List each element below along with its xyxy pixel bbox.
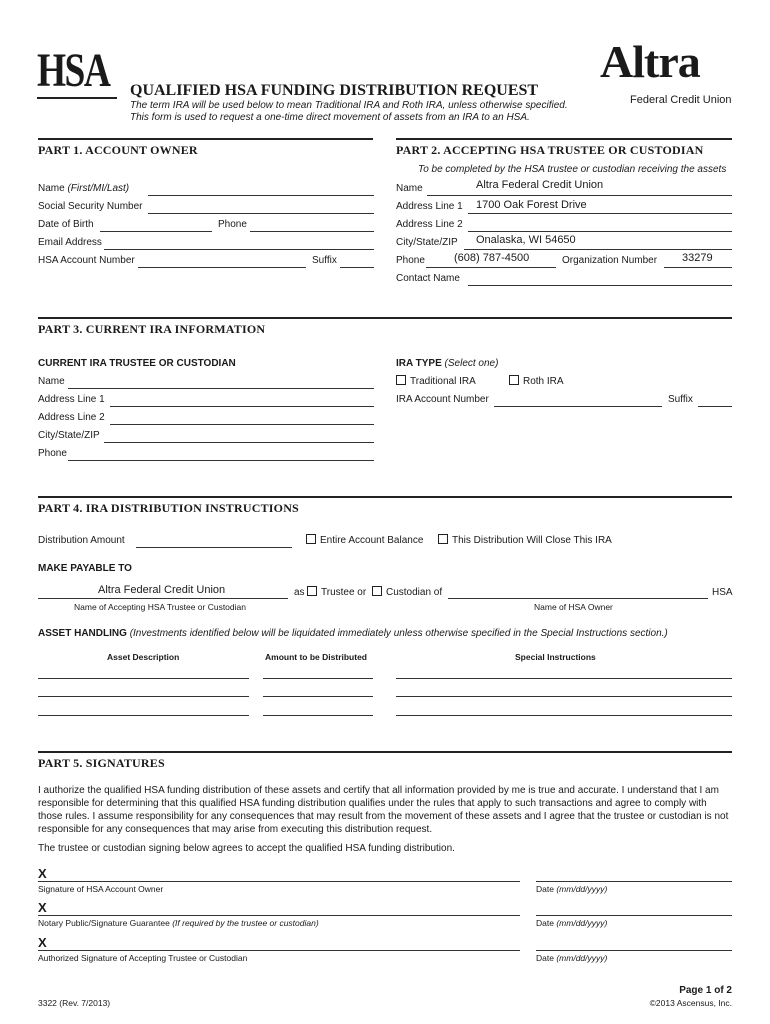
part2-note: To be completed by the HSA trustee or custodian receiving the assets bbox=[418, 164, 727, 175]
form-number: 3322 (Rev. 7/2013) bbox=[38, 998, 111, 1008]
current-custodian-heading: CURRENT IRA TRUSTEE OR CUSTODIAN bbox=[38, 358, 236, 369]
close-ira-checkbox[interactable] bbox=[438, 534, 448, 544]
altra-logo: Altra bbox=[600, 36, 700, 87]
accepting-name-value: Altra Federal Credit Union bbox=[476, 179, 604, 191]
page-number: Page 1 of 2 bbox=[679, 985, 732, 996]
hsa-acct-label: HSA Account Number bbox=[38, 255, 135, 266]
logo-rule bbox=[37, 97, 117, 99]
part3-rule bbox=[38, 317, 732, 319]
asset-amount-field-2[interactable] bbox=[263, 696, 373, 697]
accepting-addr2-field[interactable] bbox=[468, 231, 732, 232]
owner-phone-label: Phone bbox=[218, 219, 247, 230]
owner-date-field[interactable] bbox=[536, 881, 732, 882]
col-asset-description: Asset Description bbox=[107, 652, 180, 662]
col-amount-distributed: Amount to be Distributed bbox=[265, 652, 367, 662]
ssn-label: Social Security Number bbox=[38, 201, 143, 212]
accepting-sub-label: Name of Accepting HSA Trustee or Custodian bbox=[74, 602, 246, 612]
ira-phone-field[interactable] bbox=[68, 460, 374, 461]
dist-amount-field[interactable] bbox=[136, 547, 292, 548]
hsa-acct-field[interactable] bbox=[138, 267, 306, 268]
trustee-signature-field[interactable] bbox=[38, 950, 520, 951]
roth-ira-option[interactable]: Roth IRA bbox=[509, 375, 564, 387]
sig2-x-mark: X bbox=[38, 900, 47, 915]
hsa-suffix-field[interactable] bbox=[340, 267, 374, 268]
trustee-date-label: Date (mm/dd/yyyy) bbox=[536, 953, 608, 963]
col-special-instructions: Special Instructions bbox=[515, 652, 596, 662]
contact-name-label: Contact Name bbox=[396, 273, 460, 284]
part2-title: PART 2. ACCEPTING HSA TRUSTEE OR CUSTODIAN bbox=[396, 143, 704, 157]
copyright: ©2013 Ascensus, Inc. bbox=[649, 998, 732, 1008]
altra-logo-sub: Federal Credit Union bbox=[630, 94, 732, 106]
owner-sub-label: Name of HSA Owner bbox=[534, 602, 613, 612]
email-label: Email Address bbox=[38, 237, 102, 248]
part2-rule bbox=[396, 138, 732, 140]
trustee-option[interactable]: Trustee or bbox=[307, 586, 366, 598]
accepting-city-field[interactable] bbox=[464, 249, 732, 250]
owner-name-field[interactable] bbox=[148, 195, 374, 196]
traditional-ira-checkbox[interactable] bbox=[396, 375, 406, 385]
owner-phone-field[interactable] bbox=[250, 231, 374, 232]
payable-heading: MAKE PAYABLE TO bbox=[38, 563, 132, 574]
as-label: as bbox=[294, 587, 305, 598]
ira-addr1-field[interactable] bbox=[110, 406, 374, 407]
ssn-field[interactable] bbox=[148, 213, 374, 214]
hsa-suffix-label: Suffix bbox=[312, 255, 337, 266]
accepting-city-value: Onalaska, WI 54650 bbox=[476, 234, 576, 246]
entire-balance-checkbox[interactable] bbox=[306, 534, 316, 544]
part1-title: PART 1. ACCOUNT OWNER bbox=[38, 143, 198, 157]
ira-acct-label: IRA Account Number bbox=[396, 394, 489, 405]
asset-desc-field-2[interactable] bbox=[38, 696, 249, 697]
part3-title: PART 3. CURRENT IRA INFORMATION bbox=[38, 322, 266, 336]
part1-rule bbox=[38, 138, 373, 140]
accepting-addr1-field[interactable] bbox=[468, 213, 732, 214]
asset-special-field-2[interactable] bbox=[396, 696, 732, 697]
acceptance-paragraph: The trustee or custodian signing below agrees to accept the qualified HSA funding distribution. bbox=[38, 843, 455, 854]
asset-amount-field-1[interactable] bbox=[263, 678, 373, 679]
ira-name-label: Name bbox=[38, 376, 65, 387]
payable-name-value: Altra Federal Credit Union bbox=[98, 584, 226, 596]
ira-suffix-field[interactable] bbox=[698, 406, 732, 407]
trustee-date-field[interactable] bbox=[536, 950, 732, 951]
email-field[interactable] bbox=[104, 249, 374, 250]
ira-city-field[interactable] bbox=[104, 442, 374, 443]
accepting-name-field[interactable] bbox=[427, 195, 732, 196]
part5-rule bbox=[38, 751, 732, 753]
notary-date-label: Date (mm/dd/yyyy) bbox=[536, 918, 608, 928]
traditional-ira-option[interactable]: Traditional IRA bbox=[396, 375, 476, 387]
form-subtitle-2: This form is used to request a one-time direct movement of assets from an IRA to an HSA. bbox=[130, 112, 530, 123]
accepting-name-label: Name bbox=[396, 183, 423, 194]
org-number-value: 33279 bbox=[682, 252, 713, 264]
close-ira-option[interactable]: This Distribution Will Close This IRA bbox=[438, 534, 612, 546]
accepting-addr1-value: 1700 Oak Forest Drive bbox=[476, 199, 587, 211]
asset-desc-field-3[interactable] bbox=[38, 715, 249, 716]
dob-label: Date of Birth bbox=[38, 219, 94, 230]
sig3-x-mark: X bbox=[38, 935, 47, 950]
trustee-signature-label: Authorized Signature of Accepting Trustee or Custodian bbox=[38, 953, 248, 963]
dob-field[interactable] bbox=[100, 231, 212, 232]
ira-addr2-label: Address Line 2 bbox=[38, 412, 105, 423]
custodian-option[interactable]: Custodian of bbox=[372, 586, 442, 598]
sig1-x-mark: X bbox=[38, 866, 47, 881]
asset-amount-field-3[interactable] bbox=[263, 715, 373, 716]
ira-addr2-field[interactable] bbox=[110, 424, 374, 425]
dist-amount-label: Distribution Amount bbox=[38, 535, 125, 546]
notary-signature-field[interactable] bbox=[38, 915, 520, 916]
ira-phone-label: Phone bbox=[38, 448, 67, 459]
part4-rule bbox=[38, 496, 732, 498]
ira-suffix-label: Suffix bbox=[668, 394, 693, 405]
accepting-phone-value: (608) 787-4500 bbox=[454, 252, 530, 264]
custodian-checkbox[interactable] bbox=[372, 586, 382, 596]
owner-date-label: Date (mm/dd/yyyy) bbox=[536, 884, 608, 894]
accepting-city-label: City/State/ZIP bbox=[396, 237, 458, 248]
owner-signature-field[interactable] bbox=[38, 881, 520, 882]
org-number-label: Organization Number bbox=[562, 255, 658, 266]
accepting-addr2-label: Address Line 2 bbox=[396, 219, 463, 230]
owner-name-label: Name (First/MI/Last) bbox=[38, 183, 130, 194]
hsa-owner-name-field[interactable] bbox=[448, 598, 708, 599]
part5-title: PART 5. SIGNATURES bbox=[38, 756, 165, 770]
entire-balance-option[interactable]: Entire Account Balance bbox=[306, 534, 423, 546]
ira-addr1-label: Address Line 1 bbox=[38, 394, 105, 405]
trustee-checkbox[interactable] bbox=[307, 586, 317, 596]
org-number-field[interactable] bbox=[664, 267, 732, 268]
accepting-phone-field[interactable] bbox=[426, 267, 556, 268]
contact-name-field[interactable] bbox=[468, 285, 732, 286]
notary-date-field[interactable] bbox=[536, 915, 732, 916]
form-title: QUALIFIED HSA FUNDING DISTRIBUTION REQUEST bbox=[130, 82, 539, 99]
asset-desc-field-1[interactable] bbox=[38, 678, 249, 679]
roth-ira-checkbox[interactable] bbox=[509, 375, 519, 385]
ira-name-field[interactable] bbox=[68, 388, 374, 389]
payable-name-field[interactable] bbox=[38, 598, 288, 599]
accepting-addr1-label: Address Line 1 bbox=[396, 201, 463, 212]
accepting-phone-label: Phone bbox=[396, 255, 425, 266]
form-subtitle-1: The term IRA will be used below to mean Traditional IRA and Roth IRA, unless otherwise specified. bbox=[130, 100, 568, 111]
hsa-logo: HSA bbox=[37, 44, 110, 97]
ira-type-heading: IRA TYPE (Select one) bbox=[396, 358, 499, 369]
part4-title: PART 4. IRA DISTRIBUTION INSTRUCTIONS bbox=[38, 501, 299, 515]
asset-handling-heading: ASSET HANDLING (Investments identified below will be liquidated immediately unless otherwise specified in the Special Instructions section.) bbox=[38, 628, 668, 639]
owner-signature-label: Signature of HSA Account Owner bbox=[38, 884, 164, 894]
asset-special-field-3[interactable] bbox=[396, 715, 732, 716]
ira-acct-field[interactable] bbox=[494, 406, 662, 407]
authorization-paragraph: I authorize the qualified HSA funding distribution of these assets and certify that all information provided by me is true and accurate. I understand that I am responsible for determining that this qualified HSA funding distribution qualifies under the rules that apply to such transactions and agree to comply with those rules. I assume responsibility for any consequences that may result from the movement of these assets and I agree that the trustee or custodian is not responsible for any consequences that may arise from executing this distribution request. bbox=[38, 785, 729, 835]
ira-city-label: City/State/ZIP bbox=[38, 430, 100, 441]
asset-special-field-1[interactable] bbox=[396, 678, 732, 679]
notary-signature-label: Notary Public/Signature Guarantee (If required by the trustee or custodian) bbox=[38, 918, 319, 928]
hsa-suffix-text: HSA bbox=[712, 587, 733, 598]
